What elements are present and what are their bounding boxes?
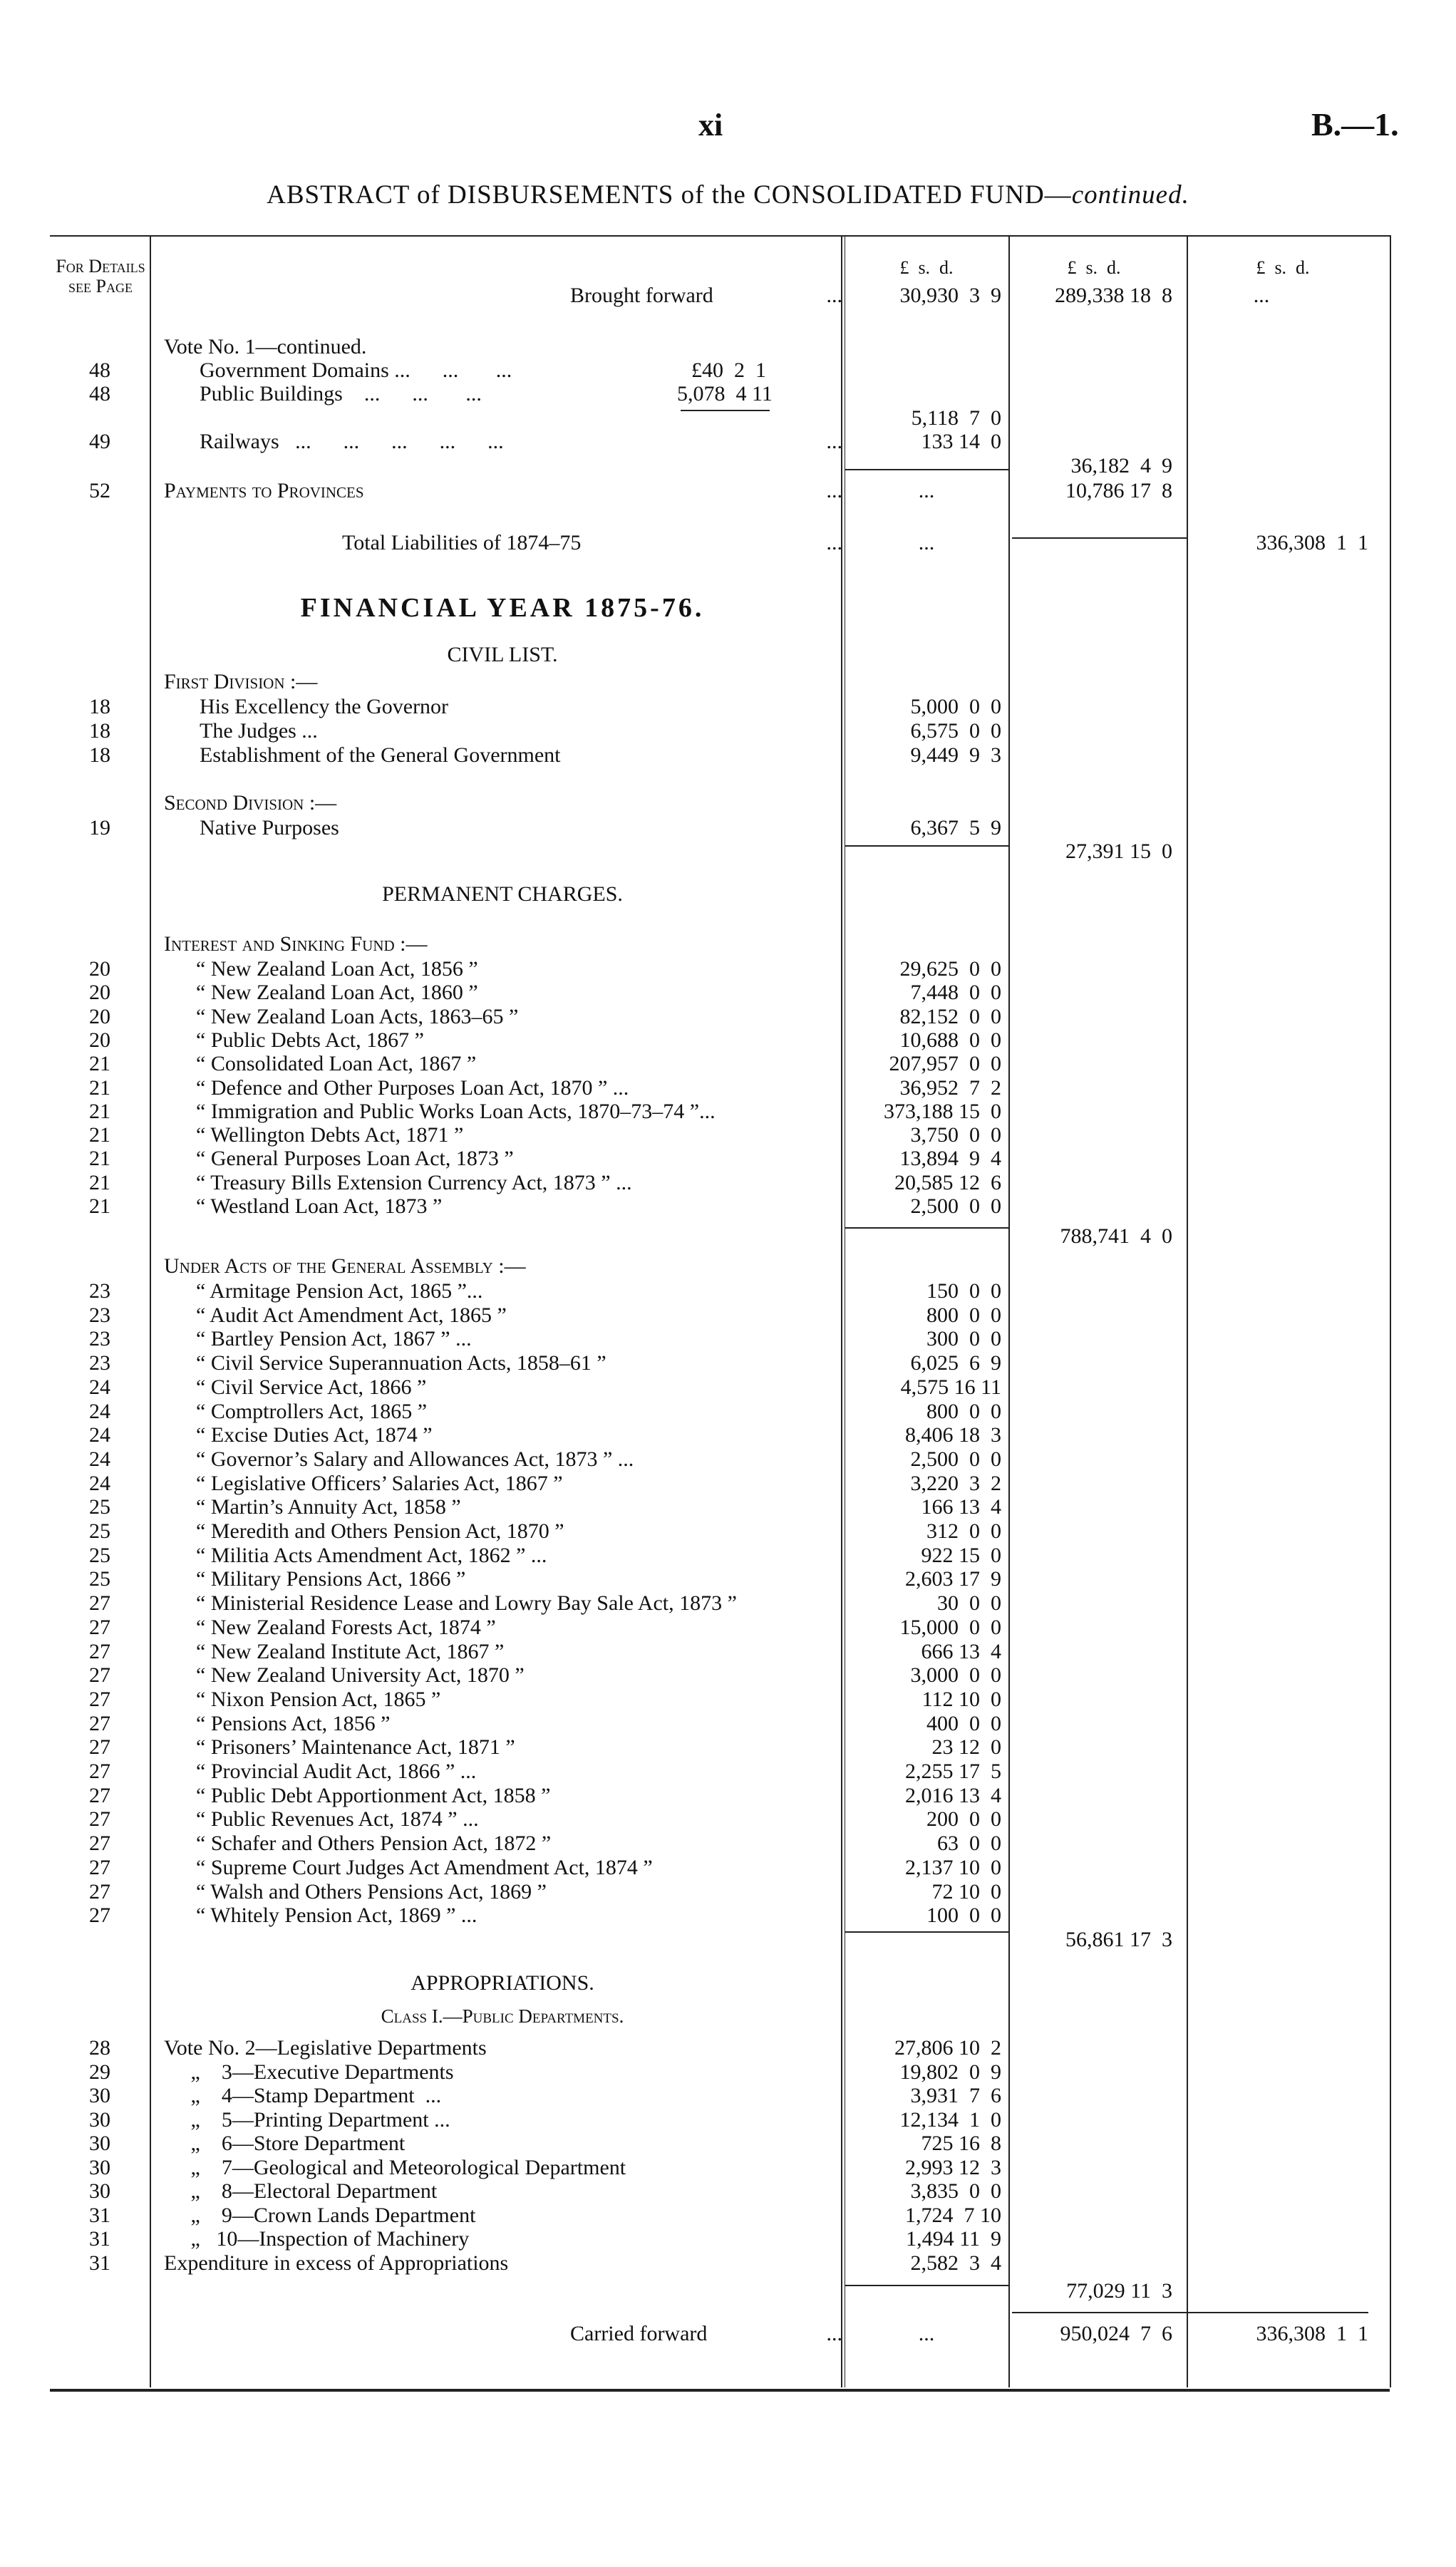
amount-col3: 336,308 1 1 xyxy=(1256,531,1368,554)
row-label: “ Audit Act Amendment Act, 1865 ” xyxy=(196,1303,507,1327)
amount-col1: 2,255 17 5 xyxy=(905,1760,1001,1783)
page-ref: 21 xyxy=(89,1194,110,1218)
list-item xyxy=(0,1760,1456,1784)
leader-dots: ... xyxy=(826,479,842,502)
row-label: “ Nixon Pension Act, 1865 ” xyxy=(196,1687,441,1711)
list-item xyxy=(0,1194,1456,1219)
page-ref: 27 xyxy=(89,1904,110,1928)
page-ref: 49 xyxy=(89,430,110,453)
row-label: “ Armitage Pension Act, 1865 ”... xyxy=(196,1279,483,1303)
row-label: Carried forward xyxy=(570,2322,708,2345)
document-reference: B.—1. xyxy=(1311,106,1399,143)
row-label: “ New Zealand Forests Act, 1874 ” xyxy=(196,1615,496,1639)
page-title xyxy=(0,180,1456,210)
list-item xyxy=(0,1375,1456,1400)
amount-col1: 2,137 10 0 xyxy=(905,1855,1001,1879)
page-ref: 24 xyxy=(89,1471,110,1495)
page-ref: 25 xyxy=(89,1543,110,1567)
row-label: „ 8—Electoral Department xyxy=(164,2179,438,2203)
appropriations-heading xyxy=(0,1971,1456,1995)
list-item xyxy=(0,1784,1456,1808)
subtotal-row xyxy=(0,406,1456,430)
subsection-heading xyxy=(0,1254,1456,1279)
amount-col2: 788,741 4 0 xyxy=(1060,1224,1172,1248)
amount-col1: 10,688 0 0 xyxy=(899,1028,1001,1052)
list-item xyxy=(0,1171,1456,1195)
list-item xyxy=(0,1663,1456,1688)
row-label: “ Military Pensions Act, 1866 ” xyxy=(196,1567,466,1591)
page-ref: 27 xyxy=(89,1591,110,1616)
page-ref: 24 xyxy=(89,1375,110,1399)
title-continued: continued. xyxy=(1071,180,1189,210)
currency-header-1: £ s. d. xyxy=(899,257,954,278)
details-header: For Details see Page xyxy=(56,256,145,296)
class-label: Class I.—Public Departments. xyxy=(381,2005,624,2027)
amount-col1: 30,930 3 9 xyxy=(899,284,1001,307)
page-ref: 21 xyxy=(89,1123,110,1147)
list-item xyxy=(0,2060,1456,2085)
list-item xyxy=(0,1591,1456,1616)
list-item xyxy=(0,1640,1456,1664)
page-ref: 21 xyxy=(89,1147,110,1171)
list-item xyxy=(0,1327,1456,1351)
row-label: “ Militia Acts Amendment Act, 1862 ” ... xyxy=(196,1543,547,1567)
table-row xyxy=(0,358,1456,383)
amount-col2: 289,338 18 8 xyxy=(1055,284,1172,307)
page-ref: 27 xyxy=(89,1663,110,1688)
permanent-heading xyxy=(0,882,1456,907)
section-total-row xyxy=(0,1928,1456,1952)
row-label: Expenditure in excess of Appropriations xyxy=(164,2251,509,2275)
amount-col1: 3,220 3 2 xyxy=(910,1471,1001,1495)
leader-dots: ... xyxy=(826,430,842,453)
row-label: “ Public Debt Apportionment Act, 1858 ” xyxy=(196,1783,551,1807)
amount-col1: 725 16 8 xyxy=(921,2132,1001,2155)
page-number: xi xyxy=(698,108,723,143)
list-item xyxy=(0,1495,1456,1519)
list-item xyxy=(0,1616,1456,1640)
amount-col1: 300 0 0 xyxy=(926,1327,1001,1351)
row-label: “ Legislative Officers’ Salaries Act, 1867 ” xyxy=(196,1471,563,1495)
page-ref: 27 xyxy=(89,1832,110,1856)
list-item xyxy=(0,1807,1456,1832)
amount-col1: 30 0 0 xyxy=(937,1591,1001,1616)
row-label: “ Ministerial Residence Lease and Lowry Bay Sale Act, 1873 ” xyxy=(196,1591,737,1616)
page-ref: 30 xyxy=(89,2107,110,2132)
page-ref: 31 xyxy=(89,2203,110,2227)
row-label: “ Comptrollers Act, 1865 ” xyxy=(196,1399,428,1423)
table-row xyxy=(0,479,1456,503)
list-item xyxy=(0,1712,1456,1736)
row-label: Vote No. 2—Legislative Departments xyxy=(164,2036,487,2060)
amount-col1: 5,118 7 0 xyxy=(911,406,1001,430)
amount-col1: ... xyxy=(918,2322,935,2345)
table-row xyxy=(0,430,1456,454)
row-label: Railways ... ... ... ... ... xyxy=(200,430,504,453)
amount-col2: 56,861 17 3 xyxy=(1065,1928,1172,1951)
row-label: “ Provincial Audit Act, 1866 ” ... xyxy=(196,1760,477,1783)
list-item xyxy=(0,719,1456,743)
list-item xyxy=(0,1567,1456,1591)
row-label: “ Civil Service Act, 1866 ” xyxy=(196,1375,427,1399)
row-label: Payments to Provinces xyxy=(164,479,364,502)
row-label: “ Schafer and Others Pension Act, 1872 ” xyxy=(196,1832,552,1856)
list-item xyxy=(0,981,1456,1005)
row-label: „ 10—Inspection of Machinery xyxy=(164,2227,470,2251)
section-total-row xyxy=(0,2279,1456,2303)
list-item xyxy=(0,1447,1456,1472)
amount-col3: ... xyxy=(1253,284,1270,307)
list-item xyxy=(0,1005,1456,1029)
amount-col1: 2,500 0 0 xyxy=(910,1447,1001,1471)
amount-col1: 373,188 15 0 xyxy=(884,1099,1001,1123)
page-ref: 25 xyxy=(89,1519,110,1543)
amount-col1: 36,952 7 2 xyxy=(899,1075,1001,1100)
list-item xyxy=(0,1052,1456,1076)
page-ref: 23 xyxy=(89,1279,110,1303)
row-label: “ Public Revenues Act, 1874 ” ... xyxy=(196,1807,479,1832)
row-label: Native Purposes xyxy=(200,816,339,840)
row-label: “ Governor’s Salary and Allowances Act, 1873 ” ... xyxy=(196,1447,634,1471)
amount-col1: 5,000 0 0 xyxy=(910,695,1001,718)
amount-col1: 800 0 0 xyxy=(926,1399,1001,1423)
list-item xyxy=(0,1880,1456,1904)
currency-header-2: £ s. d. xyxy=(1067,257,1121,278)
amount-col1: 3,835 0 0 xyxy=(910,2179,1001,2203)
amount-col1: 200 0 0 xyxy=(926,1807,1001,1832)
amount-col2: 10,786 17 8 xyxy=(1065,479,1172,502)
list-item xyxy=(0,2036,1456,2060)
amount-col1: 9,449 9 3 xyxy=(910,743,1001,767)
amount-col1: 2,603 17 9 xyxy=(905,1567,1001,1591)
page-ref: 31 xyxy=(89,2227,110,2251)
list-item xyxy=(0,1123,1456,1147)
list-item xyxy=(0,1423,1456,1447)
currency-header-3: £ s. d. xyxy=(1256,257,1310,278)
page-ref: 30 xyxy=(89,2155,110,2179)
leader-dots: ... xyxy=(826,284,842,307)
row-label: „ 7—Geological and Meteorological Department xyxy=(164,2155,626,2179)
amount-col1: 2,993 12 3 xyxy=(905,2155,1001,2179)
row-label: “ Defence and Other Purposes Loan Act, 1870 ” ... xyxy=(196,1075,629,1100)
amount-col1: 312 0 0 xyxy=(926,1519,1001,1543)
list-item xyxy=(0,1279,1456,1303)
page-ref: 52 xyxy=(89,479,110,502)
civil-list-heading xyxy=(0,643,1456,667)
list-item xyxy=(0,1735,1456,1760)
amount-col1: 6,367 5 9 xyxy=(910,816,1001,840)
amount-col1: 6,025 6 9 xyxy=(910,1351,1001,1375)
amount-col1: 4,575 16 11 xyxy=(900,1375,1001,1399)
list-item xyxy=(0,816,1456,840)
page-ref: 27 xyxy=(89,1615,110,1639)
list-item xyxy=(0,1351,1456,1375)
amount-col1: 3,931 7 6 xyxy=(910,2084,1001,2107)
page-ref: 25 xyxy=(89,1567,110,1591)
row-label: Public Buildings ... ... ... xyxy=(200,382,482,406)
page-ref: 18 xyxy=(89,719,110,743)
page-ref: 18 xyxy=(89,695,110,718)
list-item xyxy=(0,1688,1456,1712)
carried-forward-row xyxy=(0,2322,1456,2346)
division-label: Second Division :— xyxy=(164,791,337,815)
amount-col1: 6,575 0 0 xyxy=(910,719,1001,743)
amount-col2: 950,024 7 6 xyxy=(1060,2322,1172,2345)
page-ref: 21 xyxy=(89,1075,110,1100)
amount-col1: 27,806 10 2 xyxy=(894,2036,1001,2060)
amount-col1: 400 0 0 xyxy=(926,1711,1001,1735)
section-total-row xyxy=(0,840,1456,864)
list-item xyxy=(0,1544,1456,1568)
page-ref: 23 xyxy=(89,1327,110,1351)
row-label: “ Consolidated Loan Act, 1867 ” xyxy=(196,1052,477,1076)
page-ref: 18 xyxy=(89,743,110,767)
amount-col1: 922 15 0 xyxy=(921,1543,1001,1567)
row-label: „ 3—Executive Departments xyxy=(164,2060,454,2084)
amount-col1: 150 0 0 xyxy=(926,1279,1001,1303)
list-item xyxy=(0,2156,1456,2180)
list-item xyxy=(0,1028,1456,1053)
total-liabilities-row xyxy=(0,531,1456,555)
amount-col1: 666 13 4 xyxy=(921,1639,1001,1663)
page-ref: 27 xyxy=(89,1783,110,1807)
page-ref: 27 xyxy=(89,1879,110,1904)
amount-col2: 77,029 11 3 xyxy=(1066,2279,1172,2303)
list-item xyxy=(0,743,1456,768)
amount-col1: 2,500 0 0 xyxy=(910,1194,1001,1218)
page-ref: 20 xyxy=(89,1028,110,1052)
amount-col1: 100 0 0 xyxy=(926,1904,1001,1928)
amount-col1: 7,448 0 0 xyxy=(910,981,1001,1005)
row-label: „ 5—Printing Department ... xyxy=(164,2107,450,2132)
row-label: “ New Zealand Loan Act, 1860 ” xyxy=(196,981,478,1005)
page-ref: 21 xyxy=(89,1099,110,1123)
row-label: Establishment of the General Government xyxy=(200,743,561,767)
leader-dots: ... xyxy=(826,2322,842,2345)
financial-year-heading xyxy=(0,593,1456,623)
row-label: “ Public Debts Act, 1867 ” xyxy=(196,1028,424,1052)
list-item xyxy=(0,1100,1456,1124)
amount-col1: 1,724 7 10 xyxy=(905,2203,1001,2227)
sum-rule xyxy=(1012,2312,1368,2313)
amount-col2: 27,391 15 0 xyxy=(1065,840,1172,863)
amount-col1: 20,585 12 6 xyxy=(894,1170,1001,1194)
page-ref: 24 xyxy=(89,1423,110,1447)
row-label: “ Meredith and Others Pension Act, 1870 ” xyxy=(196,1519,564,1543)
list-item xyxy=(0,2084,1456,2108)
list-item xyxy=(0,1472,1456,1496)
amount-col1: 19,802 0 9 xyxy=(899,2060,1001,2084)
vote-heading: Vote No. 1—continued. xyxy=(164,335,367,358)
row-label: “ Martin’s Annuity Act, 1858 ” xyxy=(196,1495,461,1519)
page-ref: 27 xyxy=(89,1735,110,1760)
page-ref: 20 xyxy=(89,1004,110,1028)
list-item xyxy=(0,1519,1456,1544)
amount-col1: 15,000 0 0 xyxy=(899,1615,1001,1639)
page-ref: 20 xyxy=(89,981,110,1005)
amount-col1: 13,894 9 4 xyxy=(899,1147,1001,1171)
row-label: “ New Zealand Loan Act, 1856 ” xyxy=(196,957,478,981)
row-label: “ New Zealand University Act, 1870 ” xyxy=(196,1663,525,1688)
row-label: His Excellency the Governor xyxy=(200,695,449,718)
page-ref: 48 xyxy=(89,382,110,406)
title-main: ABSTRACT of DISBURSEMENTS of the CONSOLIDATED FUND— xyxy=(267,180,1072,210)
amount-col2: 36,182 4 9 xyxy=(1070,454,1172,477)
row-label: Brought forward xyxy=(570,284,713,307)
row-label: “ Prisoners’ Maintenance Act, 1871 ” xyxy=(196,1735,515,1760)
row-label: Total Liabilities of 1874–75 xyxy=(342,531,582,554)
page-ref: 27 xyxy=(89,1687,110,1711)
row-label: “ Immigration and Public Works Loan Acts, 1870–73–74 ”... xyxy=(196,1099,716,1123)
amount-col1: ... xyxy=(918,531,935,554)
row-label: “ Treasury Bills Extension Currency Act, 1873 ” ... xyxy=(196,1170,632,1194)
amount-col1: 133 14 0 xyxy=(921,430,1001,453)
vote-heading-row xyxy=(0,335,1456,359)
amount-col1: 63 0 0 xyxy=(937,1832,1001,1856)
section-heading: PERMANENT CHARGES. xyxy=(382,882,623,906)
inner-amount: 5,078 4 11 xyxy=(677,382,773,406)
row-label: Government Domains ... ... ... xyxy=(200,358,512,382)
division-label: First Division :— xyxy=(164,670,318,693)
amount-col3: 336,308 1 1 xyxy=(1256,2322,1368,2345)
amount-col1: 2,016 13 4 xyxy=(905,1783,1001,1807)
division-heading xyxy=(0,791,1456,815)
amount-col1: 2,582 3 4 xyxy=(910,2251,1001,2275)
page-ref: 27 xyxy=(89,1855,110,1879)
list-item xyxy=(0,2179,1456,2204)
list-item xyxy=(0,1147,1456,1171)
row-label: „ 4—Stamp Department ... xyxy=(164,2084,442,2107)
amount-col1: 12,134 1 0 xyxy=(899,2107,1001,2132)
page-ref: 27 xyxy=(89,1639,110,1663)
page-ref: 29 xyxy=(89,2060,110,2084)
page-ref: 27 xyxy=(89,1711,110,1735)
list-item xyxy=(0,1904,1456,1928)
division-heading xyxy=(0,670,1456,694)
list-item xyxy=(0,1303,1456,1328)
page-ref: 31 xyxy=(89,2251,110,2275)
row-label: “ Civil Service Superannuation Acts, 1858–61 ” xyxy=(196,1351,606,1375)
section-heading: FINANCIAL YEAR 1875-76. xyxy=(300,593,705,623)
page-ref: 24 xyxy=(89,1399,110,1423)
row-label: “ Walsh and Others Pensions Act, 1869 ” xyxy=(196,1879,547,1904)
row-label: “ Pensions Act, 1856 ” xyxy=(196,1711,391,1735)
section-total-row xyxy=(0,1224,1456,1249)
section-heading: APPROPRIATIONS. xyxy=(411,1971,594,1995)
list-item xyxy=(0,2132,1456,2156)
page-ref: 24 xyxy=(89,1447,110,1471)
list-item xyxy=(0,2251,1456,2276)
list-item xyxy=(0,2204,1456,2228)
page-ref: 21 xyxy=(89,1170,110,1194)
col2-total-row xyxy=(0,454,1456,478)
amount-col1: 207,957 0 0 xyxy=(889,1052,1001,1076)
row-label: „ 6—Store Department xyxy=(164,2132,406,2155)
amount-col1: 82,152 0 0 xyxy=(899,1004,1001,1028)
row-label: “ Whitely Pension Act, 1869 ” ... xyxy=(196,1904,477,1928)
row-label: “ Westland Loan Act, 1873 ” xyxy=(196,1194,443,1218)
list-item xyxy=(0,695,1456,719)
list-item xyxy=(0,1400,1456,1424)
class-heading xyxy=(0,2004,1456,2028)
row-label: “ Bartley Pension Act, 1867 ” ... xyxy=(196,1327,472,1351)
row-label: The Judges ... xyxy=(200,719,318,743)
page-ref: 30 xyxy=(89,2179,110,2203)
page-ref: 27 xyxy=(89,1760,110,1783)
amount-col1: 3,750 0 0 xyxy=(910,1123,1001,1147)
row-label: “ New Zealand Institute Act, 1867 ” xyxy=(196,1639,505,1663)
page-ref: 25 xyxy=(89,1495,110,1519)
row-label: “ New Zealand Loan Acts, 1863–65 ” xyxy=(196,1004,519,1028)
subsection-label: Interest and Sinking Fund :— xyxy=(164,932,428,956)
amount-col1: 1,494 11 9 xyxy=(906,2227,1001,2251)
amount-col1: 72 10 0 xyxy=(931,1879,1001,1904)
amount-col1: 8,406 18 3 xyxy=(905,1423,1001,1447)
row-label: “ Wellington Debts Act, 1871 ” xyxy=(196,1123,464,1147)
amount-col1: 29,625 0 0 xyxy=(899,957,1001,981)
page-ref: 48 xyxy=(89,358,110,382)
list-item xyxy=(0,1832,1456,1856)
amount-col1: ... xyxy=(918,479,935,502)
amount-col1: 3,000 0 0 xyxy=(910,1663,1001,1688)
brought-forward-row xyxy=(0,284,1456,308)
list-item xyxy=(0,957,1456,981)
page-ref: 28 xyxy=(89,2036,110,2060)
row-label: “ Supreme Court Judges Act Amendment Act, 1874 ” xyxy=(196,1855,653,1879)
page-ref: 20 xyxy=(89,957,110,981)
page-ref: 19 xyxy=(89,816,110,840)
list-item xyxy=(0,2227,1456,2251)
page-ref: 21 xyxy=(89,1052,110,1076)
row-label: „ 9—Crown Lands Department xyxy=(164,2203,476,2227)
subsection-label: Under Acts of the General Assembly :— xyxy=(164,1254,526,1278)
list-item xyxy=(0,1856,1456,1880)
page-ref: 30 xyxy=(89,2132,110,2155)
amount-col1: 23 12 0 xyxy=(931,1735,1001,1760)
table-row xyxy=(0,382,1456,406)
page-ref: 23 xyxy=(89,1303,110,1327)
subsection-heading xyxy=(0,932,1456,956)
page-ref: 23 xyxy=(89,1351,110,1375)
leader-dots: ... xyxy=(826,531,842,554)
page-ref: 30 xyxy=(89,2084,110,2107)
page-ref: 27 xyxy=(89,1807,110,1832)
row-label: “ Excise Duties Act, 1874 ” xyxy=(196,1423,433,1447)
amount-col1: 112 10 0 xyxy=(921,1687,1001,1711)
list-item xyxy=(0,1076,1456,1100)
inner-amount: £40 2 1 xyxy=(691,358,766,382)
amount-col1: 166 13 4 xyxy=(921,1495,1001,1519)
row-label: “ General Purposes Loan Act, 1873 ” xyxy=(196,1147,514,1171)
amount-col1: 800 0 0 xyxy=(926,1303,1001,1327)
section-heading: CIVIL LIST. xyxy=(447,643,558,666)
list-item xyxy=(0,2108,1456,2132)
